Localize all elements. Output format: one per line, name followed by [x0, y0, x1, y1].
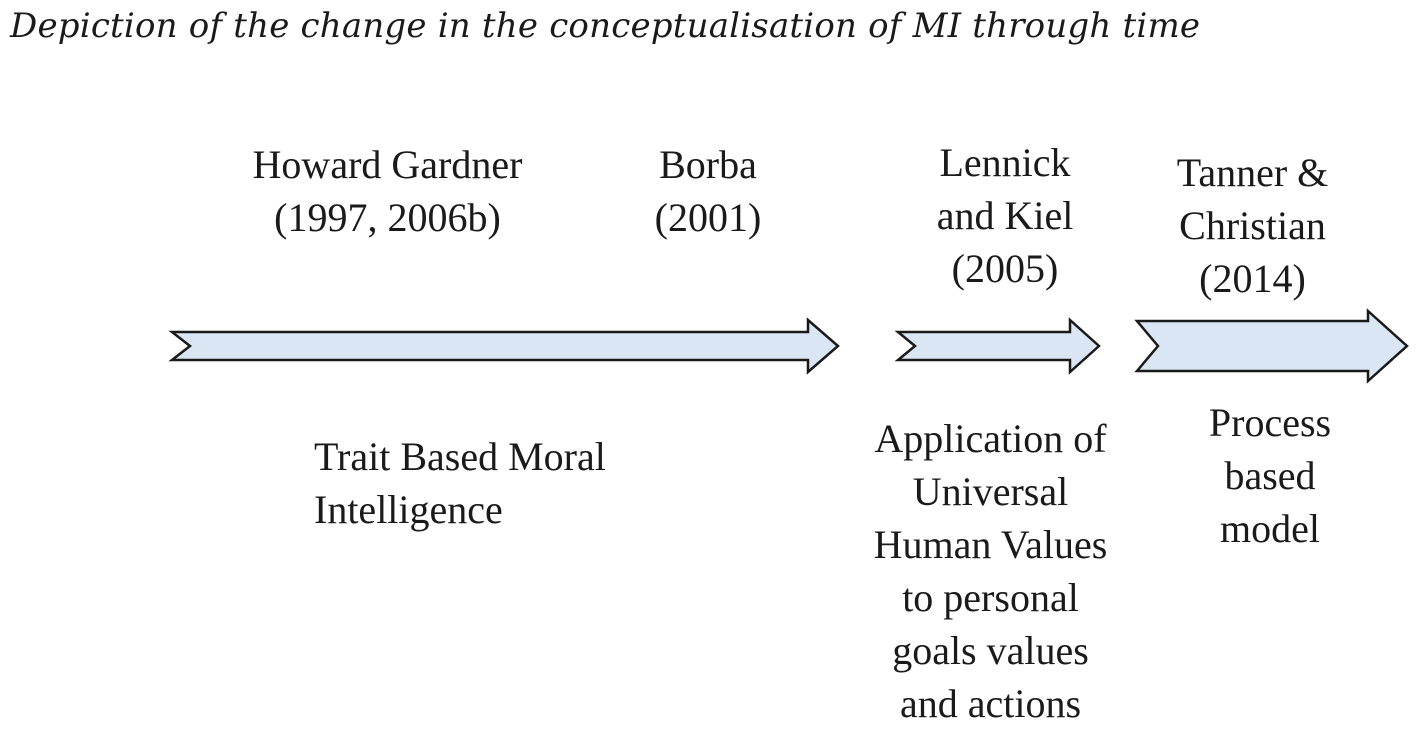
author-lennick-kiel: Lennick and Kiel (2005) [936, 140, 1074, 291]
author-borba: Borba (2001) [654, 142, 762, 240]
description-application: Application of Universal Human Values to personal goals values and actions [873, 416, 1108, 726]
description-trait-based: Trait Based Moral Intelligence [314, 434, 606, 532]
description-process-based: Process based model [1208, 400, 1332, 551]
arrow-application-era [898, 320, 1099, 372]
author-gardner: Howard Gardner (1997, 2006b) [252, 142, 523, 240]
arrow-process-era [1137, 311, 1407, 381]
arrow-trait-era [172, 320, 838, 372]
author-tanner-christian: Tanner & Christian (2014) [1176, 150, 1329, 301]
figure-caption: Depiction of the change in the conceptualisation of MI through time [10, 6, 1201, 46]
